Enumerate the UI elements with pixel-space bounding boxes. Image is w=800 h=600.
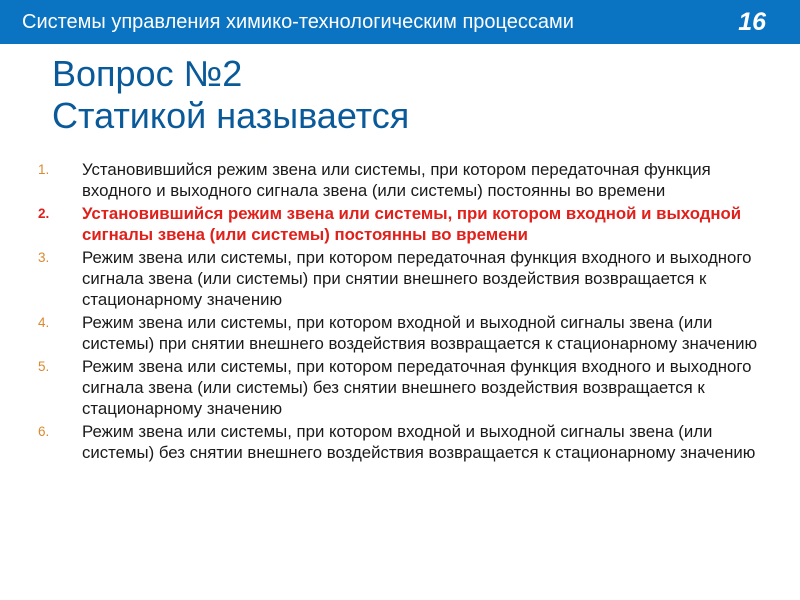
option-number: 3. — [38, 250, 50, 266]
option-number: 2. — [38, 206, 50, 222]
option-text: Режим звена или системы, при котором входной и выходной сигналы звена (или системы) без снятии внешнего воздействия возвращается к стационарному значению — [82, 422, 756, 462]
answer-option-3 — [38, 248, 778, 310]
header-bar — [0, 0, 800, 44]
option-text: Установившийся режим звена или системы, при котором передаточная функция входного и выходного сигнала звена (или системы) постоянны во времени — [82, 160, 711, 200]
answer-option-2-correct — [38, 204, 778, 245]
course-title: Системы управления химико-технологическим процессами — [22, 11, 574, 33]
answer-option-4 — [38, 313, 778, 354]
question-heading: Статикой называется — [52, 95, 410, 136]
option-text: Установившийся режим звена или системы, при котором входной и выходной сигналы звена (или системы) постоянны во времени — [82, 204, 742, 244]
answer-option-1 — [38, 160, 778, 201]
option-text: Режим звена или системы, при котором передаточная функция входного и выходного сигнала звена (или системы) без снятии внешнего воздействия возвращается к стационарному значению — [82, 357, 752, 418]
answer-option-5 — [38, 357, 778, 419]
answer-options-list — [38, 160, 778, 466]
slide-number: 16 — [738, 8, 766, 36]
option-number: 6. — [38, 424, 50, 440]
option-text: Режим звена или системы, при котором входной и выходной сигналы звена (или системы) при снятии внешнего воздействия возвращается к стационарному значению — [82, 313, 758, 353]
question-title — [52, 53, 409, 137]
option-number: 4. — [38, 315, 50, 331]
option-number: 5. — [38, 359, 50, 375]
question-number: Вопрос №2 — [52, 53, 243, 94]
option-text: Режим звена или системы, при котором передаточная функция входного и выходного сигнала звена (или системы) при снятии внешнего воздействия возвращается к стационарному значению — [82, 248, 752, 309]
answer-option-6 — [38, 422, 778, 463]
option-number: 1. — [38, 162, 50, 177]
